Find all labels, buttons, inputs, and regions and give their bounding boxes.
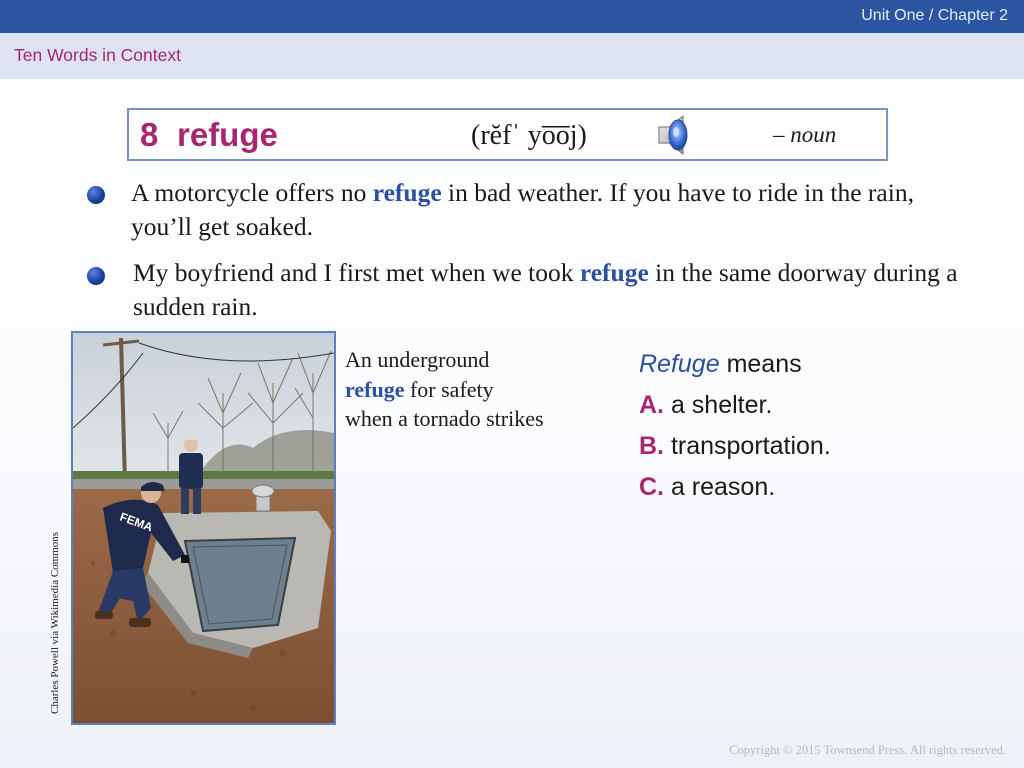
option-text: transportation. [664, 432, 831, 460]
section-bar [0, 33, 1024, 79]
sentence-keyword: refuge [372, 178, 442, 207]
caption-keyword: refuge [345, 376, 405, 402]
quiz-option-a[interactable] [639, 385, 939, 426]
top-bar [0, 0, 1024, 33]
definition-quiz [639, 344, 939, 508]
sentence-text: in the same doorway during a sudden rain. [133, 258, 958, 321]
sentence-keyword: refuge [579, 258, 649, 287]
example-sentence [131, 176, 931, 244]
example-sentence [133, 256, 983, 324]
quiz-option-b[interactable] [639, 426, 939, 467]
sentence-text: in bad weather. If you have to ride in the rain, you’ll get soaked. [131, 178, 914, 241]
word-headword: refuge [177, 116, 278, 153]
sentence-text: My boyfriend and I first met when we took [133, 258, 580, 287]
sentence-text: A motorcycle offers no [131, 178, 373, 207]
unit-label: Unit One / Chapter 2 [861, 7, 1008, 24]
copyright-notice: Copyright © 2015 Townsend Press. All rights reserved. [729, 743, 1006, 757]
caption-text: for safety [404, 376, 494, 402]
storm-shelter-photo [71, 331, 336, 725]
option-text: a reason. [664, 473, 776, 501]
quiz-prompt [639, 344, 939, 385]
quiz-option-c[interactable] [639, 467, 939, 508]
part-of-speech: – noun [773, 122, 837, 147]
bullet-icon [87, 267, 105, 285]
word-number: 8 [140, 116, 159, 153]
bullet-icon [87, 186, 105, 204]
vocabulary-word-box [127, 108, 888, 161]
option-letter: A. [639, 391, 664, 419]
option-text: a shelter. [664, 391, 773, 419]
option-letter: B. [639, 432, 664, 460]
speaker-icon[interactable] [655, 113, 695, 157]
quiz-prompt-word: Refuge [639, 350, 720, 378]
photo-caption [345, 345, 590, 434]
section-label: Ten Words in Context [14, 45, 181, 65]
pronunciation: (rĕfˈ yo̅o̅j) [471, 120, 587, 151]
caption-line: when a tornado strikes [345, 406, 544, 431]
quiz-prompt-text: means [719, 350, 802, 378]
photo-credit: Charles Powell via Wikimedia Commons [49, 531, 61, 714]
option-letter: C. [639, 473, 664, 501]
fema-badge: FEMA [117, 509, 155, 535]
caption-line [345, 375, 590, 405]
caption-line: An underground [345, 347, 490, 372]
